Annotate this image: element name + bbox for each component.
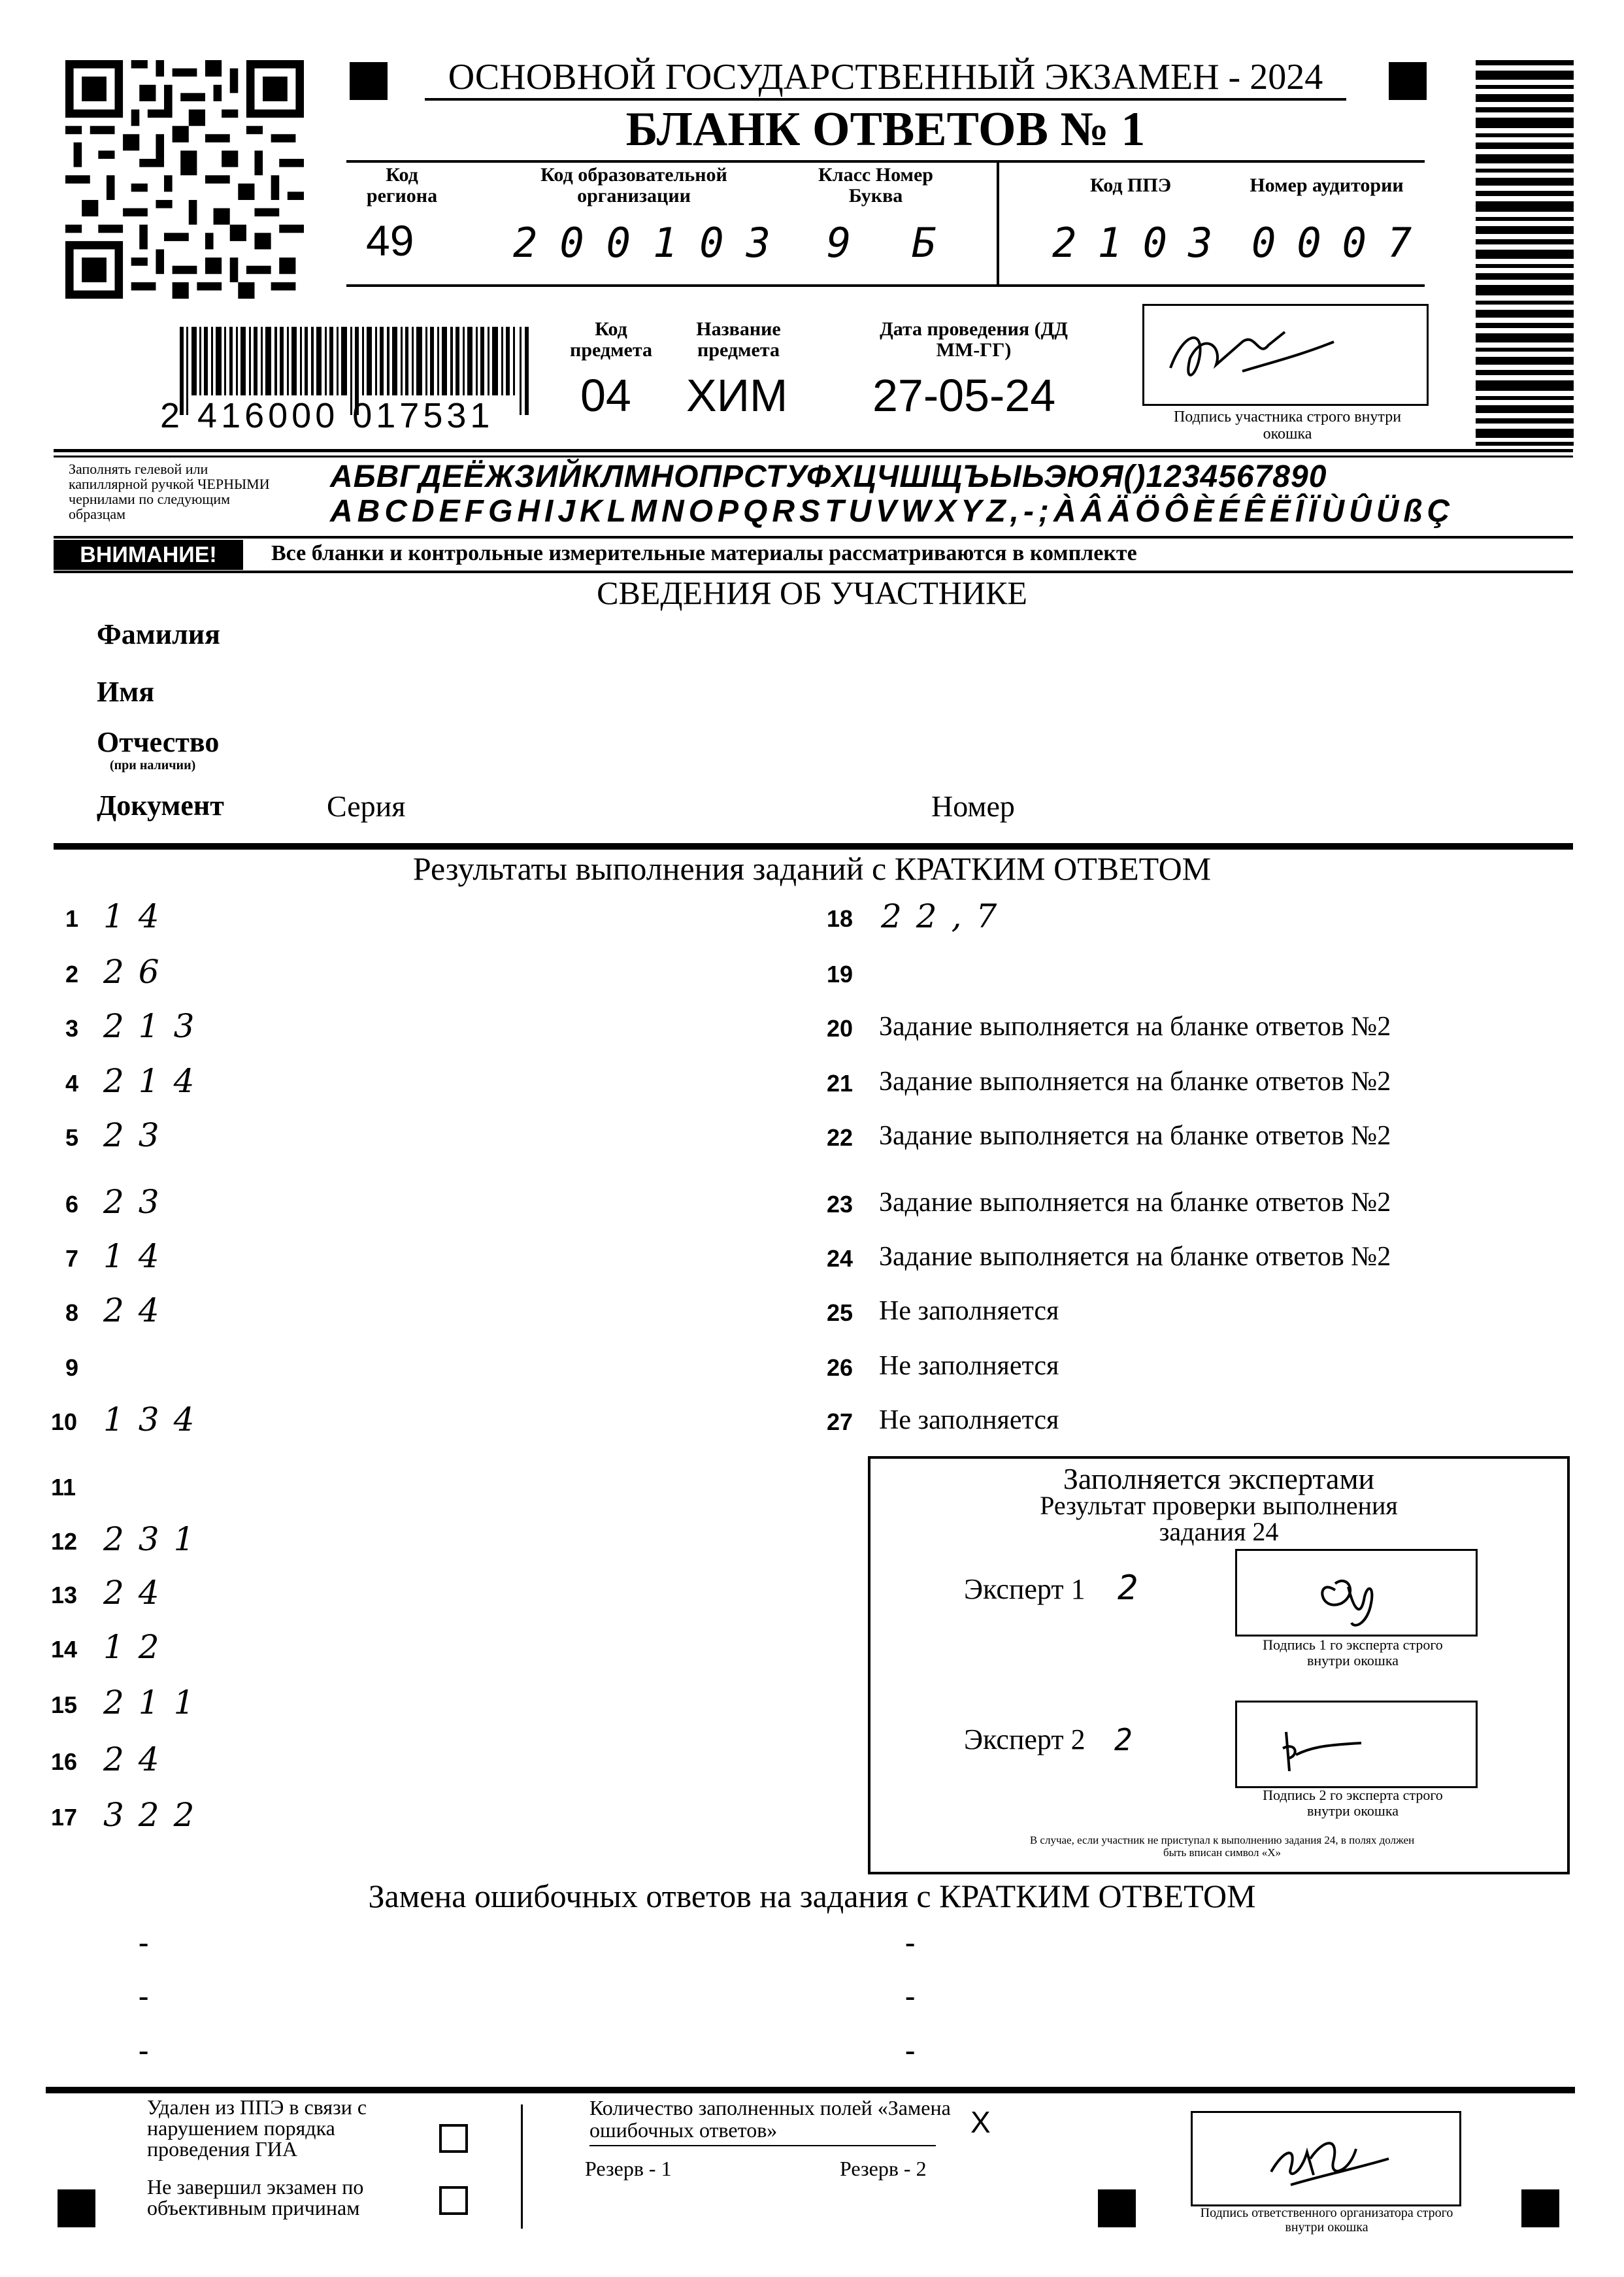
header-separator-1 (54, 449, 1573, 452)
patronymic-label: Отчество (97, 726, 220, 758)
task-number: 22 (827, 1124, 853, 1151)
sample-row-1: АБВГДЕЁЖЗИЙКЛМНОПРСТУФХЦЧШЩЪЫЬЭЮЯ()1234567890 (330, 459, 1327, 494)
expert2-caption: Подпись 2 го эксперта строго внутри окошка (1263, 1787, 1443, 1819)
task-note: Задание выполняется на бланке ответов №2 (879, 1012, 1391, 1042)
replacement-dash-1[interactable]: - (139, 1925, 149, 1959)
class-letter: Б (912, 219, 936, 267)
task-note: Не заполняется (879, 1296, 1059, 1326)
replacement-dash-5[interactable]: - (905, 1979, 916, 2012)
task-answer[interactable]: 23 (103, 1116, 174, 1154)
task-number: 12 (51, 1528, 78, 1555)
subject-name-label: Название предмета (696, 318, 781, 361)
task-answer[interactable]: 12 (103, 1628, 174, 1666)
class-label: Класс Номер Буква (818, 164, 933, 207)
count-underline (589, 2145, 936, 2146)
codes-bottom-border (346, 284, 1425, 287)
task-number: 16 (51, 1748, 78, 1775)
removed-checkbox[interactable] (439, 2124, 468, 2153)
anchor-marker-bottom-left (58, 2189, 95, 2227)
replacement-dash-4[interactable]: - (905, 1925, 916, 1959)
task-note: Задание выполняется на бланке ответов №2 (879, 1121, 1391, 1151)
participant-signature-caption: Подпись участника строго внутри окошка (1173, 408, 1402, 442)
task-note: Задание выполняется на бланке ответов №2 (879, 1067, 1391, 1097)
org-label: Код образовательной организации (540, 164, 727, 207)
exam-title: ОСНОВНОЙ ГОСУДАРСТВЕННЫЙ ЭКЗАМЕН - 2024 (448, 57, 1323, 97)
task-answer[interactable]: 214 (103, 1062, 209, 1100)
organizer-caption: Подпись ответственного организатора строго внутри окошка (1200, 2206, 1453, 2235)
not-finished-label: Не завершил экзамен по объективным причинам (147, 2175, 364, 2219)
not-finished-checkbox[interactable] (439, 2186, 468, 2215)
subject-name-value: ХИМ (686, 370, 788, 421)
task-answer[interactable]: 231 (103, 1520, 209, 1558)
name-label: Имя (97, 676, 154, 708)
task-number: 4 (65, 1070, 79, 1097)
reserve-2: Резерв - 2 (840, 2157, 927, 2180)
org-value: 200103 (513, 219, 793, 267)
region-label: Код региона (366, 164, 438, 207)
task-answer[interactable]: 134 (103, 1401, 209, 1438)
side-barcode (1476, 60, 1574, 446)
room-label: Номер аудитории (1250, 175, 1404, 196)
header-separator-2 (54, 456, 1573, 457)
expert2-value: 2 (1114, 1722, 1133, 1757)
task-answer[interactable]: 322 (103, 1796, 209, 1834)
title-underline (425, 98, 1346, 101)
task-number: 26 (827, 1354, 853, 1381)
task-number: 11 (51, 1474, 76, 1501)
task-answer[interactable]: 14 (103, 1237, 174, 1275)
sample-row-2: ABCDEFGHIJKLMNOPQRSTUVWXYZ,-;ÀÂÄÖÔÈÉÊËÎÏÙÛÜßÇ (330, 494, 1455, 529)
task-answer[interactable]: 14 (103, 897, 174, 935)
task-number: 8 (65, 1299, 79, 1326)
footer-divider (521, 2104, 523, 2229)
task-number: 6 (65, 1191, 79, 1218)
anchor-marker-top-right (1389, 62, 1427, 100)
task-number: 19 (827, 961, 853, 988)
expert1-value: 2 (1118, 1569, 1138, 1608)
removed-label: Удален из ППЭ в связи с нарушением порядка проведения ГИА (147, 2095, 367, 2161)
expert1-signature (1237, 1551, 1476, 1635)
task-number: 3 (65, 1015, 79, 1042)
replacement-dash-6[interactable]: - (905, 2033, 916, 2067)
ppe-value: 2103 (1052, 219, 1234, 267)
date-label: Дата проведения (ДД ММ-ГГ) (880, 318, 1068, 361)
task-number: 21 (827, 1070, 853, 1097)
attention-label: ВНИМАНИЕ! (54, 540, 243, 570)
task-number: 24 (827, 1245, 853, 1272)
series-label: Серия (327, 789, 406, 823)
barcode-number: 2 416000 017531 (160, 396, 494, 435)
task-number: 18 (827, 905, 853, 932)
organizer-signature-box[interactable] (1191, 2111, 1461, 2206)
expert-note: В случае, если участник не приступал к выполнению задания 24, в полях должен быть вписан символ «Х» (1029, 1834, 1415, 1859)
task-answer[interactable]: 23 (103, 1183, 174, 1221)
subject-code-value: 04 (580, 370, 631, 421)
form-title: БЛАНК ОТВЕТОВ № 1 (625, 103, 1146, 156)
anchor-marker-top-left (350, 62, 388, 100)
task-number: 13 (51, 1582, 78, 1608)
task-note: Задание выполняется на бланке ответов №2 (879, 1242, 1391, 1272)
results-section-title: Результаты выполнения заданий с КРАТКИМ ОТВЕТОМ (412, 850, 1212, 887)
expert2-label: Эксперт 2 (964, 1723, 1085, 1755)
task-note: Не заполняется (879, 1405, 1059, 1435)
task-answer[interactable]: 26 (103, 953, 174, 991)
task-answer[interactable]: 211 (103, 1684, 209, 1721)
attention-top-line (54, 536, 1573, 539)
task-number: 1 (65, 905, 79, 932)
task-number: 17 (51, 1804, 78, 1831)
expert1-label: Эксперт 1 (964, 1573, 1085, 1605)
participant-separator (54, 843, 1573, 850)
task-number: 14 (51, 1636, 78, 1663)
task-answer[interactable]: 213 (103, 1007, 209, 1045)
replacement-dash-3[interactable]: - (139, 2033, 149, 2067)
footer-separator (46, 2087, 1575, 2093)
expert1-caption: Подпись 1 го эксперта строго внутри окошка (1263, 1637, 1443, 1669)
task-answer[interactable]: 24 (103, 1740, 174, 1778)
participant-signature (1144, 306, 1427, 404)
anchor-marker-bottom-right (1521, 2189, 1559, 2227)
participant-section-title: СВЕДЕНИЯ ОБ УЧАСТНИКЕ (597, 574, 1027, 611)
organizer-signature (1193, 2113, 1459, 2204)
patronymic-note: (при наличии) (110, 758, 196, 773)
task-number: 25 (827, 1299, 853, 1326)
task-note: Задание выполняется на бланке ответов №2 (879, 1188, 1391, 1218)
count-value[interactable]: X (970, 2105, 991, 2139)
expert2-signature-box[interactable] (1235, 1701, 1478, 1788)
expert1-signature-box[interactable] (1235, 1549, 1478, 1637)
class-number: 9 (827, 219, 852, 267)
region-value: 49 (366, 216, 414, 265)
task-number: 23 (827, 1191, 853, 1218)
task-number: 2 (65, 961, 79, 988)
task-number: 7 (65, 1245, 79, 1272)
reserve-1: Резерв - 1 (585, 2157, 672, 2180)
task-answer[interactable]: 22,7 (881, 897, 1012, 935)
expert-panel-title: Заполняется экспертами (1063, 1462, 1375, 1495)
expert-panel-subtitle: Результат проверки выполнения задания 24 (1040, 1491, 1398, 1546)
task-number: 15 (51, 1691, 78, 1718)
replacement-dash-2[interactable]: - (139, 1979, 149, 2012)
task-number: 5 (65, 1124, 79, 1151)
count-label: Количество заполненных полей «Замена ошибочных ответов» (589, 2096, 951, 2142)
codes-divider (997, 160, 999, 287)
replacement-title: Замена ошибочных ответов на задания с КРАТКИМ ОТВЕТОМ (368, 1878, 1256, 1914)
task-number: 20 (827, 1015, 853, 1042)
participant-signature-box[interactable] (1142, 304, 1429, 406)
task-number: 27 (827, 1408, 853, 1435)
qr-code (65, 60, 304, 299)
attention-bottom-line (54, 571, 1573, 573)
task-answer[interactable]: 24 (103, 1574, 174, 1612)
codes-top-border (346, 160, 1425, 163)
number-label: Номер (931, 789, 1015, 823)
task-answer[interactable]: 24 (103, 1291, 174, 1329)
anchor-marker-bottom-middle (1098, 2189, 1136, 2227)
document-label: Документ (97, 789, 224, 822)
subject-code-label: Код предмета (570, 318, 652, 361)
attention-text: Все бланки и контрольные измерительные материалы рассматриваются в комплекте (271, 541, 1137, 565)
surname-label: Фамилия (97, 618, 220, 650)
sample-instruction: Заполнять гелевой или капиллярной ручкой ЧЕРНЫМИ чернилами по следующим образцам (69, 461, 270, 522)
task-number: 9 (65, 1354, 79, 1381)
room-value: 0007 (1251, 219, 1433, 267)
date-value: 27-05-24 (872, 370, 1056, 421)
expert2-signature (1237, 1703, 1476, 1786)
ppe-label: Код ППЭ (1089, 175, 1172, 196)
task-number: 10 (51, 1408, 78, 1435)
task-note: Не заполняется (879, 1351, 1059, 1381)
